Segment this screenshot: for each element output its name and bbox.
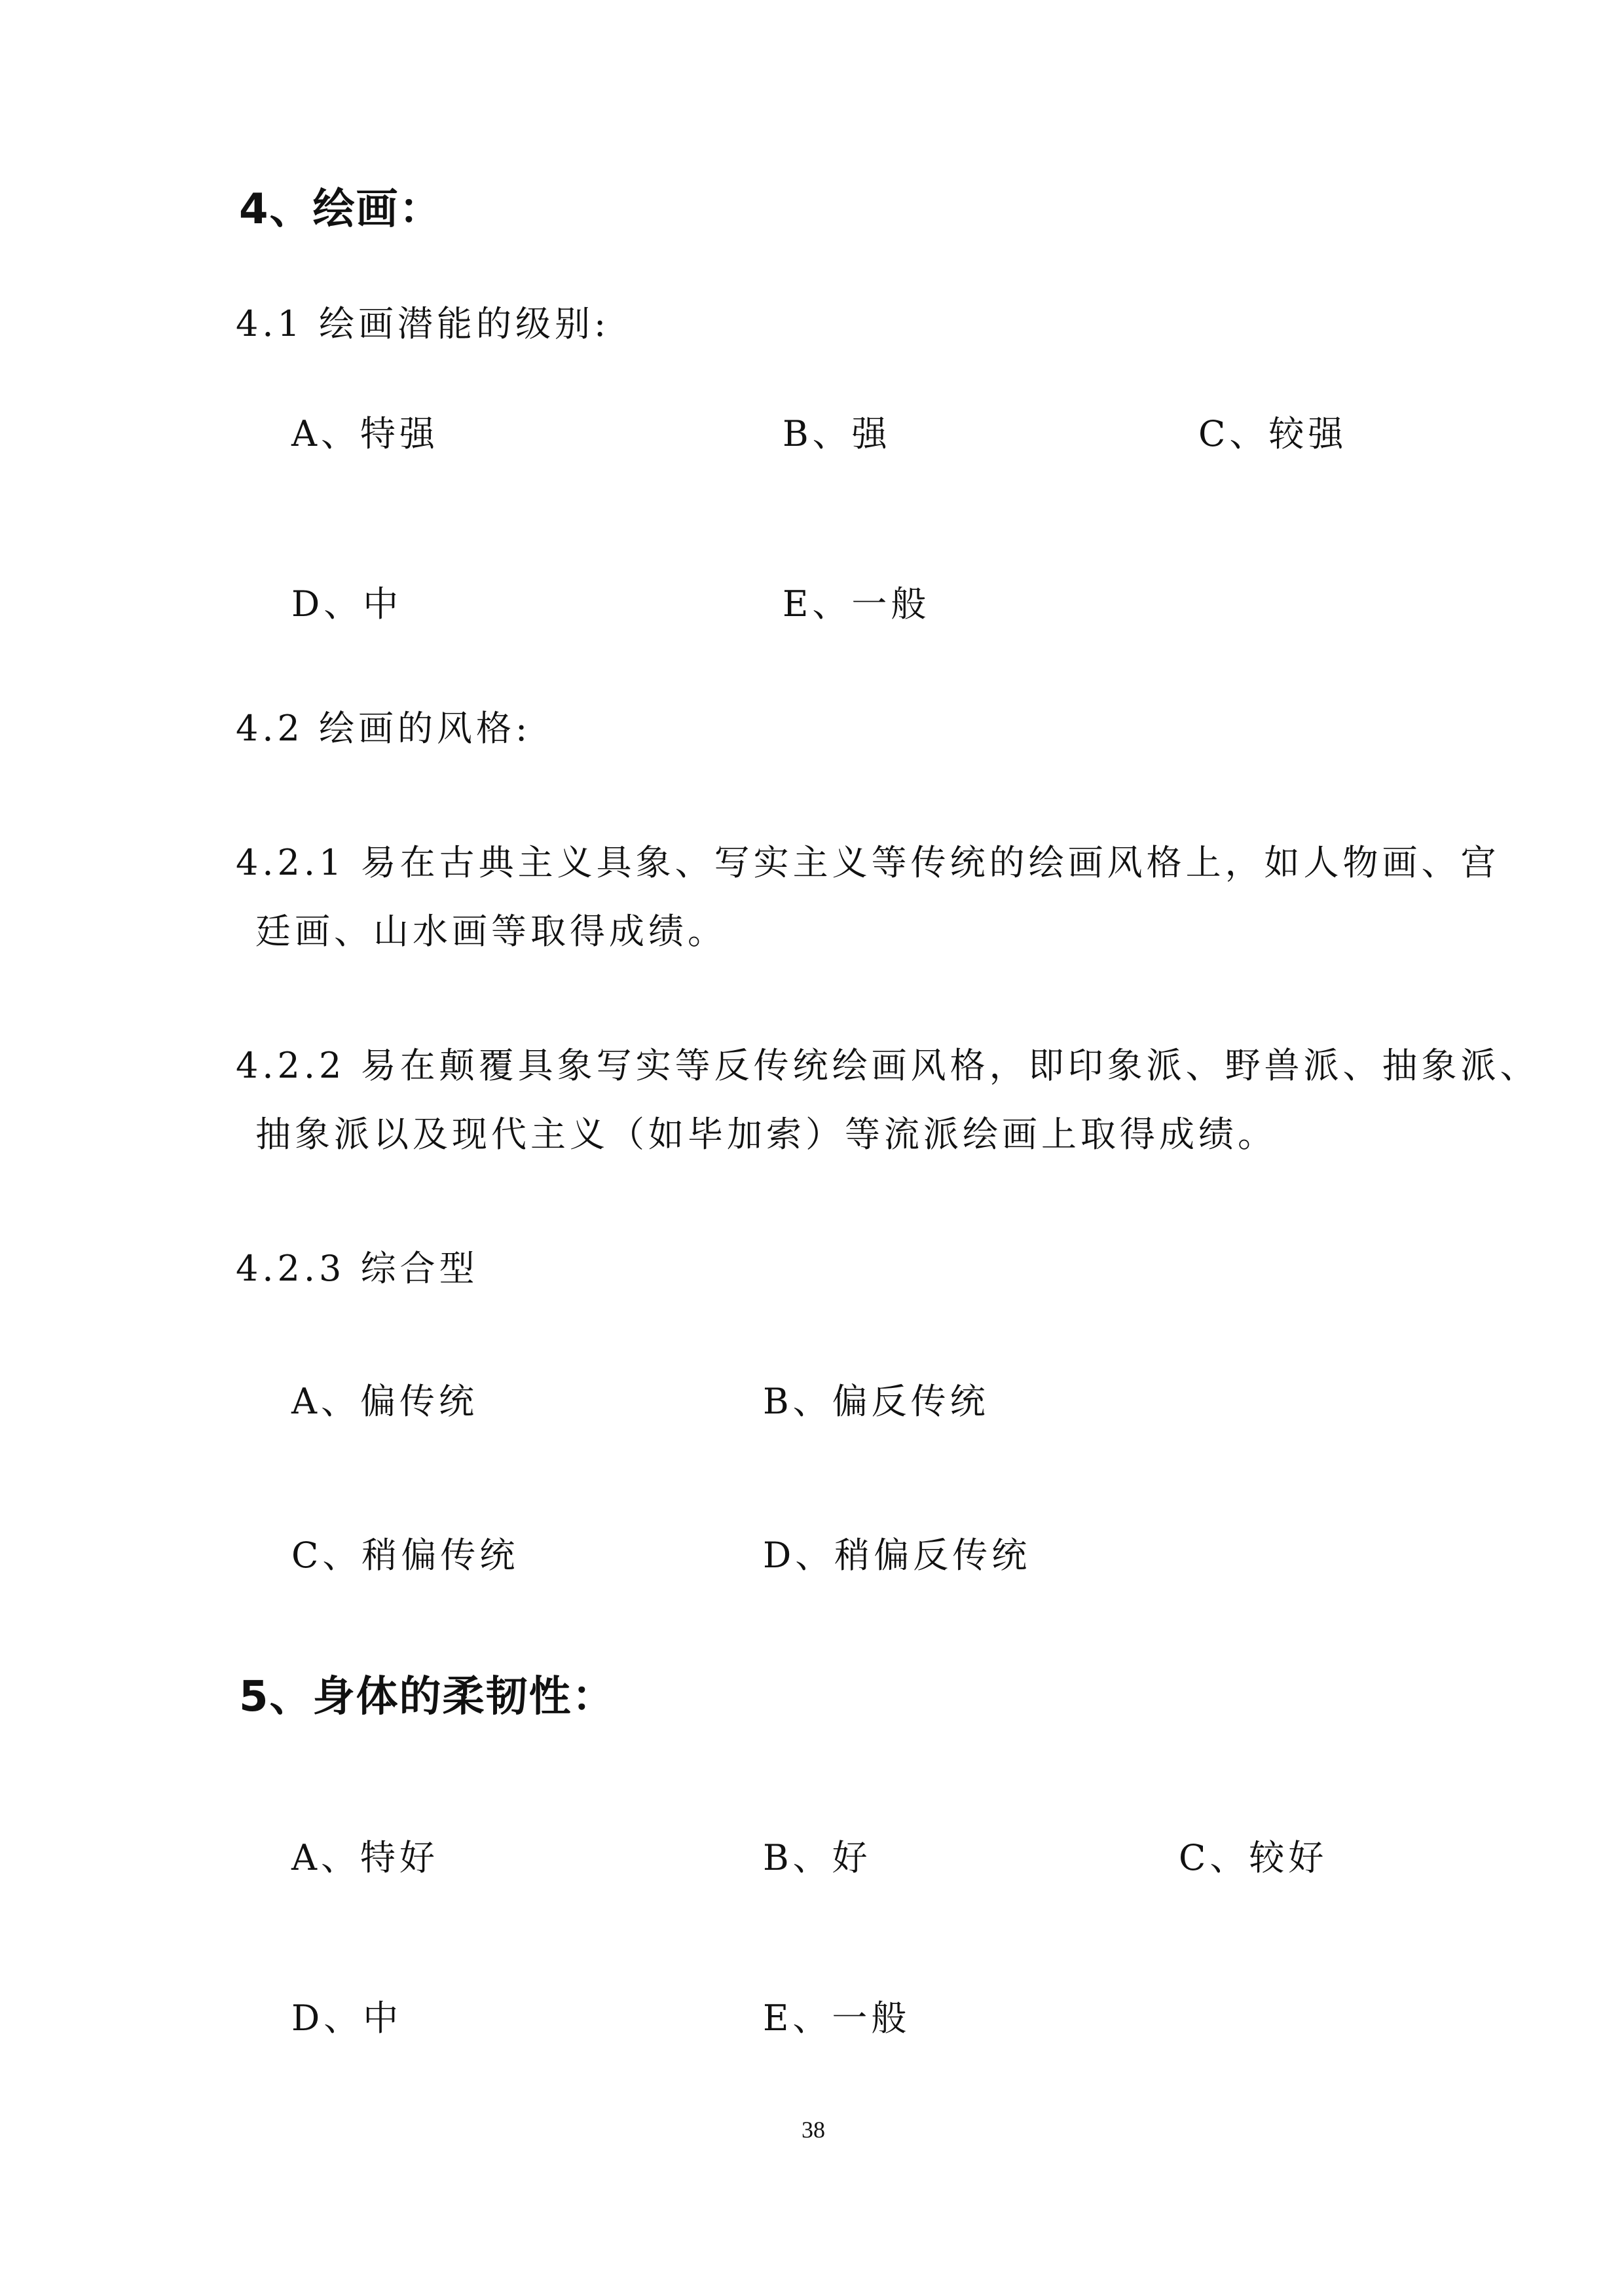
option-4-2-3-b: B、偏反传统 [763, 1381, 989, 1422]
option-5-a: A、特好 [291, 1837, 439, 1878]
question-4-1-title: 4.1 绘画潜能的级别: [236, 303, 610, 344]
section-4-heading: 4、绘画： [239, 185, 443, 234]
option-4-2-3-a: A、偏传统 [291, 1381, 478, 1422]
option-4-2-3-d: D、稍偏反传统 [763, 1535, 1031, 1576]
paragraph-4-2-1-line1: 4.2.1 易在古典主义具象、写实主义等传统的绘画风格上，如人物画、宫 [236, 842, 1500, 883]
option-4-1-b: B、强 [783, 413, 891, 454]
option-4-1-e: E、一般 [783, 583, 931, 625]
option-4-1-d: D、中 [291, 583, 403, 625]
paragraph-4-2-2-line2: 抽象派以及现代主义（如毕加索）等流派绘画上取得成绩。 [255, 1114, 1277, 1155]
option-5-e: E、一般 [763, 1997, 911, 2039]
option-4-1-a: A、特强 [291, 413, 439, 454]
option-5-b: B、好 [763, 1837, 872, 1878]
section-5-heading: 5、身体的柔韧性： [239, 1673, 616, 1721]
option-5-c: C、较好 [1179, 1837, 1328, 1878]
option-4-1-c: C、较强 [1198, 413, 1348, 454]
paragraph-4-2-1-line2: 廷画、山水画等取得成绩。 [255, 911, 727, 952]
option-5-d: D、中 [291, 1997, 403, 2039]
question-4-2-title: 4.2 绘画的风格: [236, 708, 532, 749]
page-number: 38 [802, 2117, 825, 2143]
paragraph-4-2-3: 4.2.3 综合型 [236, 1248, 479, 1289]
option-4-2-3-c: C、稍偏传统 [291, 1535, 519, 1576]
paragraph-4-2-2-line1: 4.2.2 易在颠覆具象写实等反传统绘画风格，即印象派、野兽派、抽象派、 [236, 1045, 1540, 1086]
